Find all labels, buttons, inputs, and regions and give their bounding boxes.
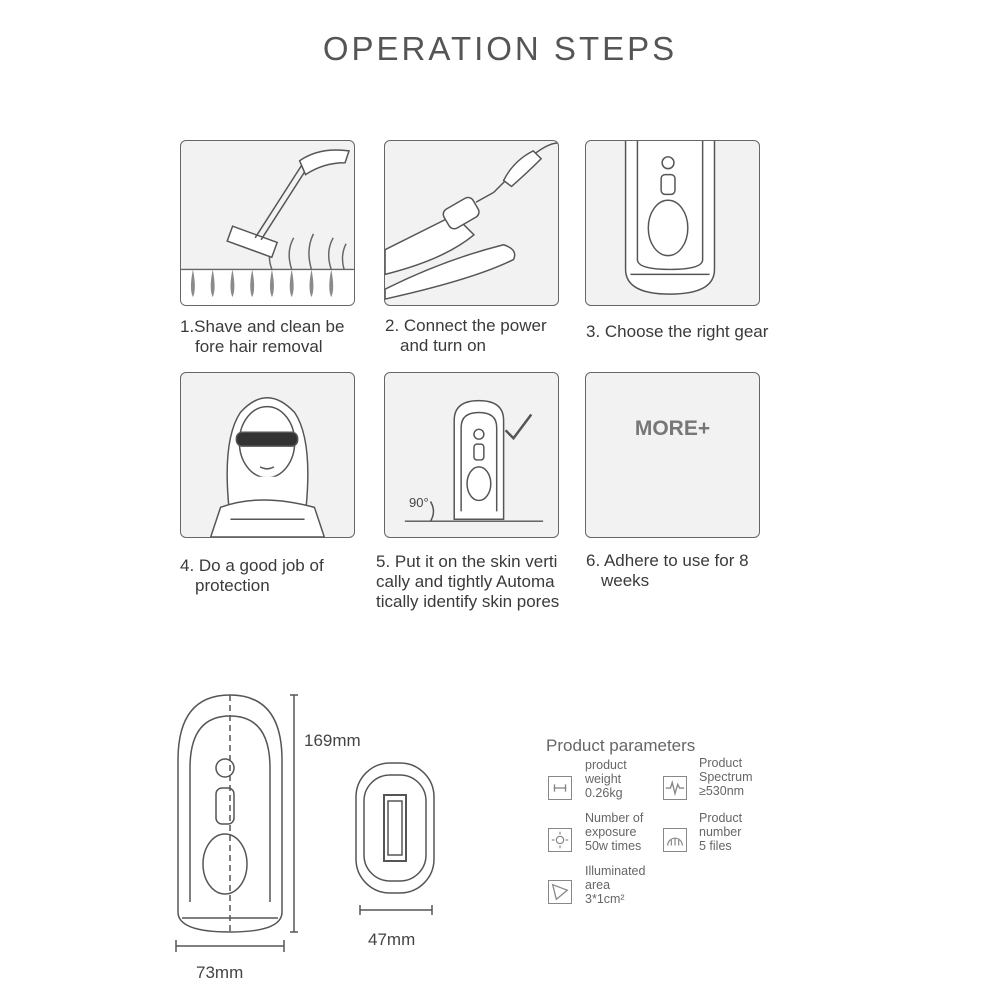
page-title: OPERATION STEPS bbox=[322, 30, 678, 67]
razor-illustration-icon bbox=[181, 141, 354, 305]
step-6-line2: weeks bbox=[601, 571, 650, 590]
device-dimension-front-icon bbox=[170, 690, 300, 970]
step-1-caption bbox=[180, 317, 344, 357]
step-3-image bbox=[585, 140, 760, 306]
device-dimension-head-icon bbox=[350, 755, 440, 925]
device-front-icon bbox=[586, 141, 759, 305]
dumbbell-icon bbox=[548, 776, 572, 800]
triangle-area-icon bbox=[548, 880, 572, 904]
waveform-icon bbox=[663, 776, 687, 800]
angle-label: 90° bbox=[409, 495, 429, 510]
plug-in-illustration-icon bbox=[385, 141, 558, 305]
param-weight: product weight 0.26kg bbox=[585, 758, 627, 800]
width-dimension: 73mm bbox=[196, 963, 244, 982]
param-exposure: Number of exposure 50w times bbox=[585, 811, 644, 853]
step-4-line2: protection bbox=[195, 576, 270, 595]
step-6-image bbox=[585, 372, 760, 538]
step-1-line2: fore hair removal bbox=[195, 337, 323, 356]
step-4-image bbox=[180, 372, 355, 538]
step-5-line1: 5. Put it on the skin verti bbox=[376, 552, 558, 571]
woman-goggles-icon bbox=[181, 373, 354, 537]
sun-icon bbox=[548, 828, 572, 852]
step-6-caption bbox=[586, 551, 749, 591]
device-vertical-icon bbox=[385, 373, 558, 537]
step-2-line2: and turn on bbox=[400, 336, 487, 355]
step-5-image bbox=[384, 372, 559, 538]
step-6-line1: 6. Adhere to use for 8 bbox=[586, 551, 749, 570]
step-2-image bbox=[384, 140, 559, 306]
step-1-image bbox=[180, 140, 355, 306]
step-2-line1: 2. Connect the power bbox=[385, 316, 547, 335]
more-label: MORE+ bbox=[634, 417, 711, 440]
step-2-caption bbox=[385, 316, 547, 356]
height-dimension: 169mm bbox=[304, 731, 361, 750]
parameters-title: Product parameters bbox=[546, 736, 696, 755]
step-5-line3: tically identify skin pores bbox=[376, 592, 560, 611]
depth-dimension: 47mm bbox=[368, 930, 416, 949]
step-3-caption bbox=[586, 322, 768, 342]
step-5-line2: cally and tightly Automa bbox=[376, 572, 555, 591]
step-3-line1: 3. Choose the right gear bbox=[586, 322, 769, 341]
step-4-caption bbox=[180, 556, 324, 596]
param-area: Illuminated area 3*1cm² bbox=[585, 864, 646, 906]
step-1-line1: 1.Shave and clean be bbox=[180, 317, 345, 336]
param-number: Product number 5 files bbox=[699, 811, 743, 853]
levels-icon bbox=[663, 828, 687, 852]
step-5-caption bbox=[376, 552, 559, 612]
step-4-line1: 4. Do a good job of bbox=[180, 556, 324, 575]
param-spectrum: Product Spectrum ≥530nm bbox=[699, 756, 753, 798]
